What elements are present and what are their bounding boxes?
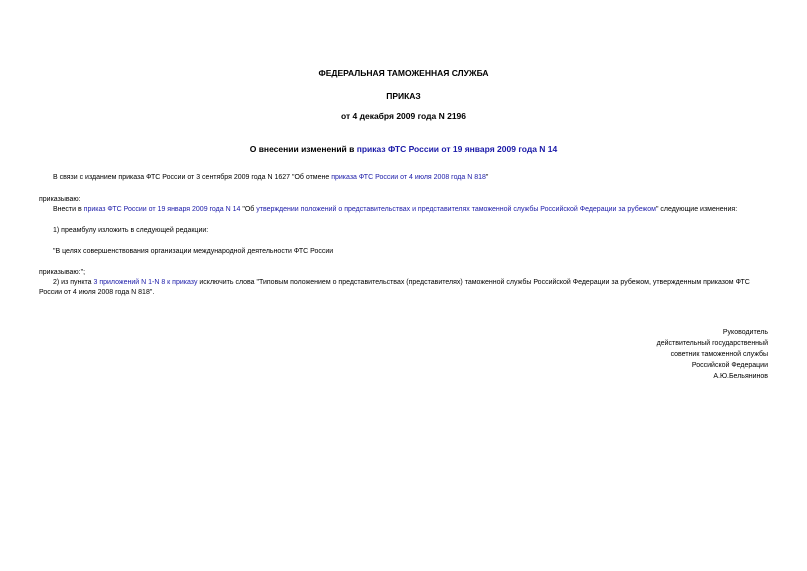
paragraph-3 — [53, 205, 737, 215]
signature-line-1: Руководитель — [722, 329, 768, 336]
paragraph-1 — [53, 173, 488, 183]
p7-link[interactable]: 3 приложений N 1-N 8 к приказу — [93, 279, 198, 286]
paragraph-6: приказываю:"; — [39, 269, 86, 276]
signature-block — [657, 327, 768, 382]
signature-name: А.Ю.Бельянинов — [713, 373, 768, 380]
p3-link-2[interactable]: утверждении положений о представительствах и представителях таможенной службы Российской Федерации за рубежом — [256, 206, 656, 213]
doc-type-heading: ПРИКАЗ — [386, 91, 421, 101]
signature-line-4: Российской Федерации — [691, 362, 768, 369]
paragraph-7 — [39, 278, 769, 298]
p1-end: " — [485, 174, 489, 181]
p3-mid: "Об — [240, 206, 257, 213]
p1-link[interactable]: приказа ФТС России от 4 июля 2008 года N 818 — [331, 174, 486, 181]
p3-end: " следующие изменения: — [655, 206, 738, 213]
agency-heading: ФЕДЕРАЛЬНАЯ ТАМОЖЕННАЯ СЛУЖБА — [318, 68, 489, 78]
paragraph-5: "В целях совершенствования организации международной деятельности ФТС России — [53, 248, 334, 255]
p1-text: В связи с изданием приказа ФТС России от 3 сентября 2009 года N 1627 "Об отмене — [53, 174, 332, 181]
p3-link-1[interactable]: приказ ФТС России от 19 января 2009 года N 14 — [83, 206, 241, 213]
p7-start: 2) из пункта — [53, 279, 94, 286]
signature-line-3: советник таможенной службы — [670, 351, 768, 358]
title-link[interactable]: приказ ФТС России от 19 января 2009 года N 14 — [356, 144, 558, 154]
date-number-heading: от 4 декабря 2009 года N 2196 — [340, 111, 467, 121]
paragraph-2: приказываю: — [39, 196, 81, 203]
p7-end: исключить слова "Типовым положением о представительствах (представителях) таможенной службы Российской Федерации за рубежом, утвержденным приказом ФТС России от 4 июля 2008 года N 818". — [39, 279, 750, 296]
doc-title — [0, 144, 807, 154]
p3-start: Внести в — [53, 206, 84, 213]
paragraph-4: 1) преамбулу изложить в следующей редакции: — [53, 227, 209, 234]
title-prefix: О внесении изменений в — [249, 144, 357, 154]
signature-line-2: действительный государственный — [656, 340, 768, 347]
